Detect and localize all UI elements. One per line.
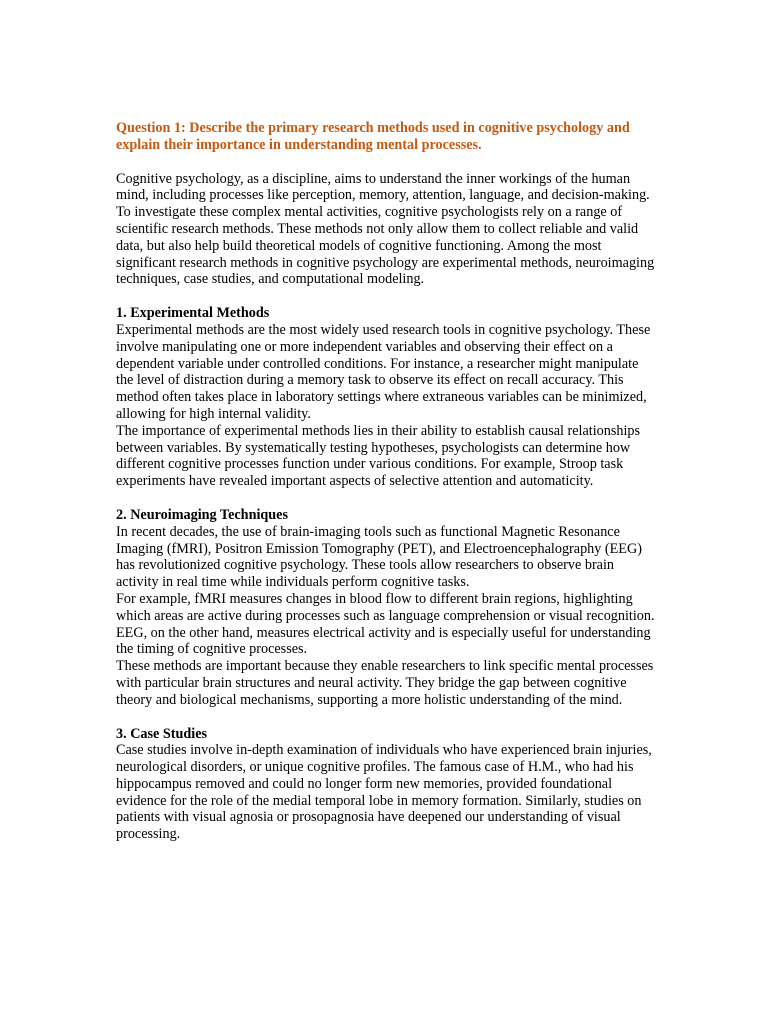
section-paragraph: For example, fMRI measures changes in blood flow to different brain regions, highlighting which areas are active during processes such as language comprehension or visual recognition. EEG, on the other hand, measures electrical activity and is especially useful for understanding the timing of cognitive processes. bbox=[116, 590, 655, 658]
section-experimental-methods bbox=[116, 305, 656, 490]
section-heading: 3. Case Studies bbox=[116, 725, 208, 742]
section-neuroimaging-techniques bbox=[116, 507, 656, 709]
section-case-studies bbox=[116, 726, 656, 844]
document-page bbox=[116, 120, 656, 843]
section-heading: 1. Experimental Methods bbox=[116, 305, 270, 322]
section-paragraph: These methods are important because they enable researchers to link specific mental processes with particular brain structures and neural activity. They bridge the gap between cognitive theory and biological mechanisms, supporting a more holistic understanding of the mind. bbox=[116, 658, 654, 708]
question-heading: Question 1: Describe the primary research methods used in cognitive psychology and explain their importance in understanding mental processes. bbox=[116, 120, 630, 153]
section-paragraph: In recent decades, the use of brain-imaging tools such as functional Magnetic Resonance Imaging (fMRI), Positron Emission Tomography (PET), and Electroencephalography (EEG) has revolutionized cognitive psychology. These tools allow researchers to observe brain activity in real time while individuals perform cognitive tasks. bbox=[116, 523, 642, 591]
section-heading: 2. Neuroimaging Techniques bbox=[116, 506, 288, 523]
section-paragraph: Experimental methods are the most widely used research tools in cognitive psychology. These involve manipulating one or more independent variables and observing their effect on a dependent variable under controlled conditions. For instance, a researcher might manipulate the level of distraction during a memory task to observe its effect on recall accuracy. This method often takes place in laboratory settings where extraneous variables can be minimized, allowing for high internal validity. bbox=[116, 321, 651, 422]
section-paragraph: Case studies involve in-depth examination of individuals who have experienced brain injuries, neurological disorders, or unique cognitive profiles. The famous case of H.M., who had his hippocampus removed and could no longer form new memories, provided foundational evidence for the role of the medial temporal lobe in memory formation. Similarly, studies on patients with visual agnosia or prosopagnosia have deepened our understanding of visual processing. bbox=[116, 742, 652, 843]
section-paragraph: The importance of experimental methods lies in their ability to establish causal relationships between variables. By systematically testing hypotheses, psychologists can determine how different cognitive processes function under various conditions. For example, Stroop task experiments have revealed important aspects of selective attention and automaticity. bbox=[116, 422, 641, 490]
intro-paragraph: Cognitive psychology, as a discipline, aims to understand the inner workings of the human mind, including processes like perception, memory, attention, language, and decision-making. To investigate these complex mental activities, cognitive psychologists rely on a range of scientific research methods. These methods not only allow them to collect reliable and valid data, but also help build theoretical models of cognitive functioning. Among the most significant research methods in cognitive psychology are experimental methods, neuroimaging techniques, case studies, and computational modeling. bbox=[116, 170, 655, 288]
